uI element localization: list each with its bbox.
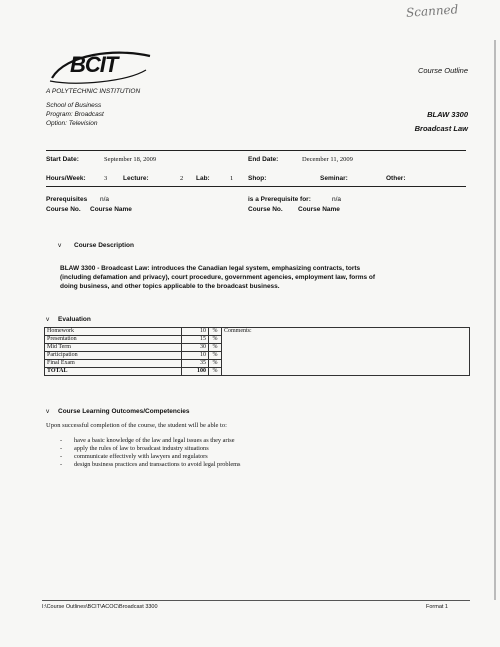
evaluation-item-value: 35 xyxy=(182,360,209,368)
start-date-label: Start Date: xyxy=(46,156,79,163)
course-no-header: Course No. xyxy=(46,206,81,213)
list-item: - design business practices and transactions to avoid legal problems xyxy=(60,461,240,469)
course-code: BLAW 3300 xyxy=(427,110,468,119)
lab-value: 1 xyxy=(230,175,234,182)
is-prerequisite-label: is a Prerequisite for: xyxy=(248,196,311,203)
evaluation-total-value: 100 xyxy=(182,368,209,376)
list-item: - have a basic knowledge of the law and legal issues as they arise xyxy=(60,437,240,445)
end-date-label: End Date: xyxy=(248,156,279,163)
description-line-2: (including defamation and privacy), court procedure, government agencies, employment law, forms of xyxy=(60,274,376,281)
evaluation-item-value: 10 xyxy=(182,328,209,336)
other-label: Other: xyxy=(386,175,406,182)
description-line-1: BLAW 3300 - Broadcast Law: introduces the Canadian legal system, emphasizing contracts, torts xyxy=(60,265,361,272)
evaluation-item-name: Final Exam xyxy=(45,360,182,368)
end-date-value: December 11, 2009 xyxy=(302,156,353,163)
institution-tagline: A POLYTECHNIC INSTITUTION xyxy=(46,88,141,95)
evaluation-table xyxy=(44,327,470,376)
course-name-header-2: Course Name xyxy=(298,206,340,213)
course-name-header: Course Name xyxy=(90,206,132,213)
outcomes-list xyxy=(60,437,240,469)
hours-week-label: Hours/Week: xyxy=(46,175,86,182)
evaluation-item-pct: % xyxy=(209,336,222,344)
evaluation-item-name: Presentation xyxy=(45,336,182,344)
footer-page: Format 1 xyxy=(425,604,448,610)
prerequisites-label: Prerequisites xyxy=(46,196,88,203)
footer-path: I:\Course Outlines\BCIT\ACOC\Broadcast 3300 xyxy=(42,604,158,610)
evaluation-item-name: Participation xyxy=(45,352,182,360)
evaluation-total-pct: % xyxy=(209,368,222,376)
shop-label: Shop: xyxy=(248,175,267,182)
start-date-value: September 18, 2009 xyxy=(104,156,157,163)
evaluation-item-pct: % xyxy=(209,352,222,360)
school-name: School of Business xyxy=(46,102,102,109)
bcit-logo: BCIT xyxy=(46,48,156,93)
list-item: - communicate effectively with lawyers and regulators xyxy=(60,453,240,461)
evaluation-bullet-icon: v xyxy=(46,316,50,323)
footer-divider xyxy=(42,600,470,601)
evaluation-item-pct: % xyxy=(209,344,222,352)
outcomes-bullet-icon: v xyxy=(46,408,50,415)
outcomes-intro: Upon successful completion of the course, the student will be able to: xyxy=(46,422,227,429)
evaluation-item-pct: % xyxy=(209,360,222,368)
course-no-header-2: Course No. xyxy=(248,206,283,213)
program-name: Program: Broadcast xyxy=(46,111,104,118)
evaluation-item-value: 10 xyxy=(182,352,209,360)
description-heading: Course Description xyxy=(74,242,134,249)
course-title: Broadcast Law xyxy=(414,124,468,133)
description-bullet-icon: v xyxy=(58,242,62,249)
lab-label: Lab: xyxy=(196,175,210,182)
lecture-value: 2 xyxy=(180,175,184,182)
scan-edge-artifact xyxy=(494,40,496,600)
evaluation-item-name: Mid Term xyxy=(45,344,182,352)
prerequisites-value: n/a xyxy=(100,196,110,203)
header-divider xyxy=(46,150,466,151)
list-item: - apply the rules of law to broadcast industry situations xyxy=(60,445,240,453)
evaluation-item-name: Homework xyxy=(45,328,182,336)
is-prerequisite-value: n/a xyxy=(332,196,342,203)
table-row xyxy=(45,328,470,336)
description-line-3: doing business, and other topics applicable to the broadcast business. xyxy=(60,283,280,290)
schedule-divider xyxy=(46,186,466,187)
evaluation-item-value: 30 xyxy=(182,344,209,352)
option-name: Option: Television xyxy=(46,120,98,127)
lecture-label: Lecture: xyxy=(123,175,149,182)
hours-week-value: 3 xyxy=(104,175,108,182)
comments-label: Comments: xyxy=(224,328,252,334)
comments-cell xyxy=(222,328,470,376)
outcomes-heading: Course Learning Outcomes/Competencies xyxy=(58,408,190,415)
course-outline-label: Course Outline xyxy=(417,66,468,75)
evaluation-item-pct: % xyxy=(209,328,222,336)
seminar-label: Seminar: xyxy=(320,175,348,182)
evaluation-item-value: 15 xyxy=(182,336,209,344)
evaluation-total-name: TOTAL xyxy=(45,368,182,376)
handwritten-note: Scanned xyxy=(405,2,459,20)
evaluation-heading: Evaluation xyxy=(58,316,91,323)
